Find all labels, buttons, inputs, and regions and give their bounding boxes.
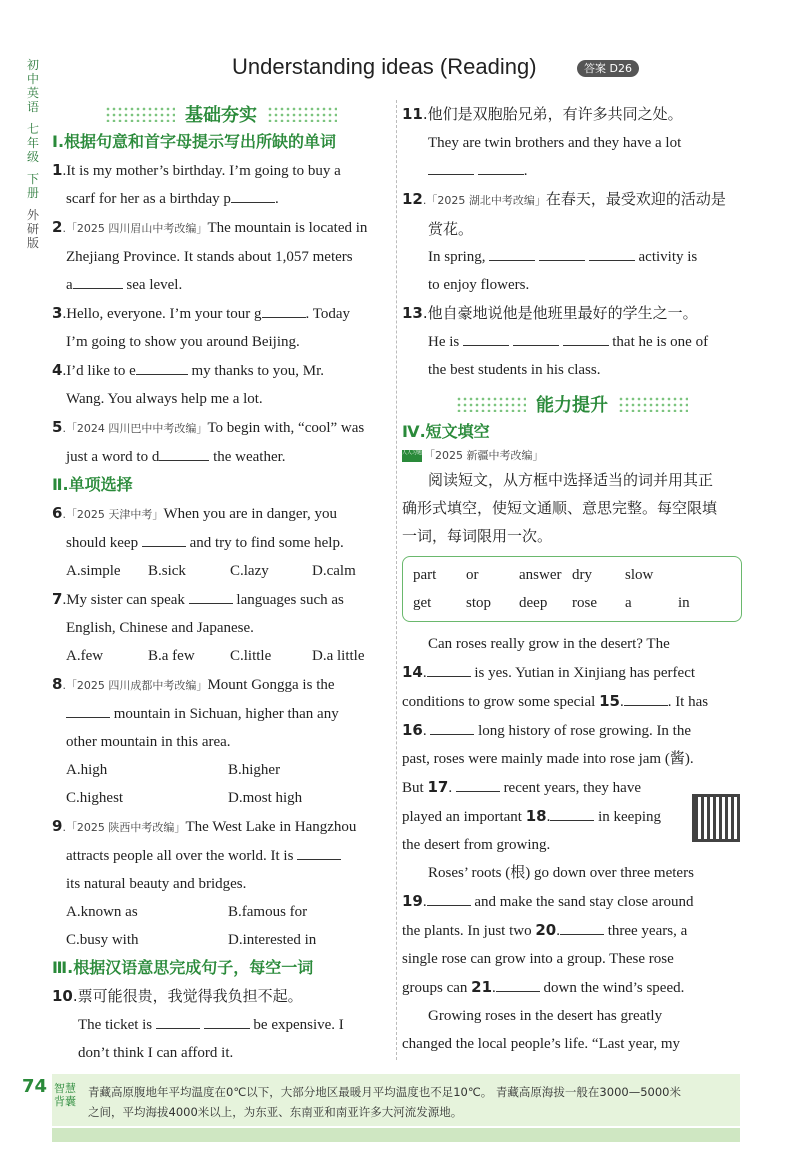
question-number: 7 <box>52 590 63 608</box>
dots-decoration <box>105 106 175 122</box>
question-number: 3 <box>52 304 63 322</box>
word: part <box>413 567 437 583</box>
right-column <box>402 100 742 1058</box>
option-a[interactable]: A.known as <box>66 904 138 920</box>
sidebar-subject: 初中英语 <box>26 58 39 114</box>
question-1: 1.It is my mother’s birthday. I’m going to buy a scarf for her as a birthday p . <box>52 161 341 207</box>
word: dry <box>572 567 592 583</box>
section-banner-basic <box>52 100 390 128</box>
answer-blank[interactable] <box>66 701 110 718</box>
answer-tag: 答案 D26 <box>577 60 639 77</box>
section-title-1: Ⅰ.根据句意和首字母提示写出所缺的单词 <box>52 132 337 151</box>
question-number: 2 <box>52 218 63 236</box>
footer-line: 之间，平均海拔4000米以上，为东亚、东南亚和南亚许多大河流发源地。 <box>88 1105 463 1119</box>
question-13: 13.他自豪地说他是他班里最好的学生之一。 He is that he is one of the best students in his class. <box>402 304 709 378</box>
footer-label: 智慧背囊 <box>54 1082 76 1108</box>
answer-blank[interactable] <box>73 272 123 289</box>
answer-blank[interactable] <box>204 1012 250 1029</box>
left-column <box>52 100 390 1067</box>
section-title-3: Ⅲ.根据汉语意思完成句子，每空一词 <box>52 958 314 977</box>
footer-line: 青藏高原腹地年平均温度在0℃以下，大部分地区最暖月平均温度也不足10℃。 青藏高原海拔一般在3000—5000米 <box>88 1085 681 1099</box>
question-9: 9.「2025 陕西中考改编」The West Lake in Hangzhou attracts people all over the world. It is its natural beauty and bridges. A.known as B.famous for C.busy with D.interested in <box>52 812 390 954</box>
answer-blank[interactable] <box>427 889 471 906</box>
page-number: 74 <box>22 1076 48 1097</box>
question-number: 1 <box>52 161 63 179</box>
question-10: 10.票可能很贵，我觉得我负担不起。 The ticket is be expensive. I don’t think I can afford it. <box>52 987 344 1061</box>
option-c[interactable]: C.little <box>230 648 272 664</box>
answer-blank[interactable] <box>589 244 635 261</box>
answer-blank[interactable] <box>427 660 471 677</box>
question-number: 8 <box>52 675 63 693</box>
sidebar-volume: 下册 <box>26 172 39 200</box>
word-row <box>413 561 731 589</box>
answer-blank[interactable] <box>456 775 500 792</box>
answer-blank[interactable] <box>550 804 594 821</box>
answer-blank[interactable] <box>624 689 668 706</box>
answer-blank[interactable] <box>513 329 559 346</box>
instruction: 一词，每词限用一次。 <box>402 527 553 545</box>
option-d[interactable]: D.calm <box>312 563 356 579</box>
answer-blank[interactable] <box>262 301 306 318</box>
sidebar <box>22 58 44 258</box>
options <box>52 898 390 954</box>
publisher-logo: 人人习题 <box>402 450 422 462</box>
word: answer <box>519 567 562 583</box>
word-row <box>413 589 731 617</box>
option-a[interactable]: A.high <box>66 762 108 778</box>
question-number: 12 <box>402 190 423 208</box>
question-12: 12.「2025 湖北中考改编」在春天，最受欢迎的活动是 赏花。 In spring, activity is to enjoy flowers. <box>402 190 726 293</box>
option-a[interactable]: A.simple <box>66 563 121 579</box>
answer-blank[interactable] <box>496 975 540 992</box>
question-number: 13 <box>402 304 423 322</box>
answer-blank[interactable] <box>478 158 524 175</box>
question-4: 4.I’d like to e my thanks to you, Mr. Wang. You always help me a lot. <box>52 356 390 413</box>
word: deep <box>519 595 548 611</box>
question-2: 2.「2025 四川眉山中考改编」The mountain is located in Zhejiang Province. It stands about 1,057 meters a sea level. <box>52 218 368 293</box>
word: in <box>678 595 690 611</box>
word-box <box>402 556 742 622</box>
banner-text: 能力提升 <box>536 395 608 416</box>
answer-blank[interactable] <box>231 186 275 203</box>
option-b[interactable]: B.a few <box>148 648 195 664</box>
word: a <box>625 595 632 611</box>
question-number: 6 <box>52 504 63 522</box>
section-title-2: Ⅱ.单项选择 <box>52 475 133 494</box>
option-c[interactable]: C.busy with <box>66 932 139 948</box>
source-line: 人人习题 「2025 新疆中考改编」 <box>402 449 544 462</box>
option-b[interactable]: B.famous for <box>228 904 308 920</box>
answer-blank[interactable] <box>539 244 585 261</box>
question-number: 10 <box>52 987 73 1005</box>
passage: Can roses really grow in the desert? The 14. is yes. Yutian in Xinjiang has perfect conditions to grow some special 15. . It has 16. long history of rose growing. In the past, roses were mainly made into rose jam (酱). But 17. recent years, they have played an important 18. in keeping the desert from growing. Roses’ roots (根) go down over three meters 19. and make the sand stay close around the plants. In just two 20. three years, a single rose can grow into a group. These rose groups can 21. down the wind’s speed. Growing roses in the desert has greatly changed the local people’s life. “Last year, my <box>402 636 709 1052</box>
option-c[interactable]: C.lazy <box>230 563 269 579</box>
dots-decoration <box>267 106 337 122</box>
dots-decoration <box>618 396 688 412</box>
question-3: 3.Hello, everyone. I’m your tour g . Today I’m going to show you around Beijing. <box>52 299 390 356</box>
page-title: Understanding ideas (Reading) <box>232 54 537 79</box>
answer-blank[interactable] <box>430 718 474 735</box>
sidebar-edition: 外研版 <box>26 208 39 250</box>
question-number: 11 <box>402 105 423 123</box>
answer-blank[interactable] <box>297 843 341 860</box>
option-b[interactable]: B.higher <box>228 762 281 778</box>
question-number: 5 <box>52 418 63 436</box>
options <box>52 642 390 670</box>
answer-blank[interactable] <box>159 444 209 461</box>
option-d[interactable]: D.interested in <box>228 932 317 948</box>
qr-code-icon[interactable] <box>692 794 740 842</box>
word: get <box>413 595 432 611</box>
option-d[interactable]: D.most high <box>228 790 303 806</box>
option-a[interactable]: A.few <box>66 648 104 664</box>
dots-decoration <box>456 396 526 412</box>
word: or <box>466 567 479 583</box>
answer-blank[interactable] <box>156 1012 200 1029</box>
column-divider <box>396 100 398 1060</box>
instruction: 确形式填空，使短文通顺、意思完整。每空限填 <box>402 499 718 517</box>
word: stop <box>466 595 492 611</box>
options <box>52 756 390 812</box>
options <box>52 557 390 585</box>
banner-text: 基础夯实 <box>185 105 257 126</box>
answer-blank[interactable] <box>136 358 188 375</box>
option-b[interactable]: B.sick <box>148 563 186 579</box>
question-number: 9 <box>52 817 63 835</box>
answer-blank[interactable] <box>560 918 604 935</box>
answer-blank[interactable] <box>428 158 474 175</box>
question-number: 4 <box>52 361 63 379</box>
answer-blank[interactable] <box>142 530 186 547</box>
answer-blank[interactable] <box>489 244 535 261</box>
section-banner-ability <box>402 390 742 418</box>
question-7: 7.My sister can speak languages such as English, Chinese and Japanese. A.few B.a few C.little D.a little <box>52 585 390 670</box>
question-5: 5.「2024 四川巴中中考改编」To begin with, “cool” was just a word to d the weather. <box>52 418 365 465</box>
footer-text <box>88 1082 734 1122</box>
instruction: 阅读短文，从方框中选择适当的词并用其正 <box>428 471 714 489</box>
word: rose <box>572 595 597 611</box>
word: slow <box>625 567 654 583</box>
question-11: 11.他们是双胞胎兄弟，有许多共同之处。 They are twin brothers and they have a lot . <box>402 105 683 179</box>
answer-blank[interactable] <box>189 587 233 604</box>
sidebar-grade: 七年级 <box>26 122 39 164</box>
answer-blank[interactable] <box>563 329 609 346</box>
option-d[interactable]: D.a little <box>312 648 365 664</box>
question-8: 8.「2025 四川成都中考改编」Mount Gongga is the mountain in Sichuan, higher than any other mountain in this area. A.high B.higher C.highest D.most high <box>52 670 390 812</box>
option-c[interactable]: C.highest <box>66 790 124 806</box>
footer-decoration <box>52 1128 740 1142</box>
answer-blank[interactable] <box>463 329 509 346</box>
section-title-4: Ⅳ.短文填空 <box>402 422 490 441</box>
question-6: 6.「2025 天津中考」When you are in danger, you should keep and try to find some help. A.simple B.sick C.lazy D.calm <box>52 499 390 585</box>
